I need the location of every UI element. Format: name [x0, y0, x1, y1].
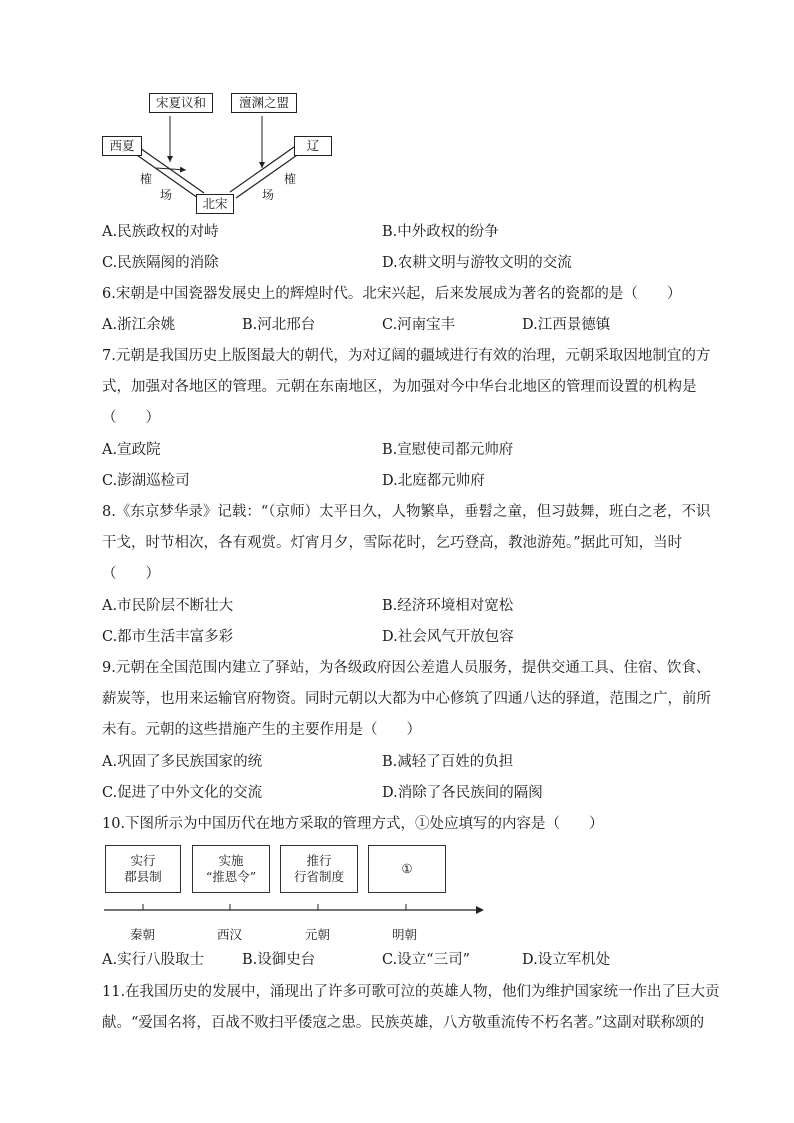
timeline-box-xihan — [192, 845, 270, 893]
q9-stem-line3: 未有。元朝的这些措施产生的主要作用是（ ） — [102, 722, 421, 738]
q5-option-b[interactable]: B.中外政权的纷争 — [382, 224, 499, 240]
timeline-box-yuan-line1: 推行 — [306, 853, 332, 868]
label-left-que: 榷 — [140, 172, 153, 186]
q7-option-d[interactable]: D.北庭都元帅府 — [382, 473, 485, 489]
label-right-que: 榷 — [284, 172, 297, 186]
timeline-label-qin: 秦朝 — [130, 927, 156, 942]
timeline-box-xihan-line1: 实施 — [218, 853, 244, 868]
q10-stem: 10.下图所示为中国历代在地方采取的管理方式，①处应填写的内容是（ ） — [102, 816, 604, 832]
q5-option-c[interactable]: C.民族隔阂的消除 — [102, 255, 219, 271]
q5-option-d[interactable]: D.农耕文明与游牧文明的交流 — [382, 255, 572, 271]
diagram-song-relations — [100, 88, 340, 218]
label-right-chang: 场 — [262, 188, 275, 202]
q8-option-a[interactable]: A.市民阶层不断壮大 — [102, 598, 234, 614]
q6-stem: 6.宋朝是中国瓷器发展史上的辉煌时代。北宋兴起，后来发展成为著名的瓷都的是（ ） — [102, 286, 682, 302]
q9-option-c[interactable]: C.促进了中外文化的交流 — [102, 785, 263, 801]
timeline-box-qin-line1: 实行 — [130, 853, 156, 868]
q10-option-a[interactable]: A.实行八股取士 — [102, 952, 205, 968]
timeline-label-ming: 明朝 — [392, 927, 418, 942]
q6-option-d[interactable]: D.江西景德镇 — [522, 317, 611, 333]
timeline-box-yuan — [280, 845, 358, 893]
box-chanyuan-treaty: 澶渊之盟 — [231, 93, 297, 113]
timeline-box-qin-line2: 郡县制 — [124, 869, 162, 884]
timeline-axis — [100, 902, 490, 922]
q7-stem-line2: 式，加强对各地区的管理。元朝在东南地区，为加强对今中华台北地区的管理而设置的机构是 — [102, 379, 697, 395]
label-left-chang: 场 — [160, 188, 173, 202]
q10-option-c[interactable]: C.设立“三司” — [382, 952, 471, 968]
box-beisong: 北宋 — [196, 194, 234, 214]
q5-option-a[interactable]: A.民族政权的对峙 — [102, 224, 219, 240]
q8-option-b[interactable]: B.经济环境相对宽松 — [382, 598, 514, 614]
timeline-box-xihan-line2: “推恩令” — [205, 869, 257, 884]
q11-stem-line2: 献。“爱国名将，百战不败扫平倭寇之患。民族英雄，八方敬重流传不朽名著。”这副对联称颂的 — [102, 1015, 705, 1031]
q7-stem-line1: 7.元朝是我国历史上版图最大的朝代，为对辽阔的疆域进行有效的治理，元朝采取因地制宜的方 — [102, 348, 711, 364]
q6-option-c[interactable]: C.河南宝丰 — [382, 317, 456, 333]
box-xixia: 西夏 — [102, 136, 142, 156]
q9-option-a[interactable]: A.巩固了多民族国家的统 — [102, 754, 263, 770]
timeline-label-xihan: 西汉 — [217, 927, 243, 942]
q6-option-a[interactable]: A.浙江余姚 — [102, 317, 176, 333]
q9-stem-line1: 9.元朝在全国范围内建立了驿站，为各级政府因公差遣人员服务，提供交通工具、住宿、饮食、 — [102, 660, 711, 676]
q8-stem-line1: 8.《东京梦华录》记载：“（京师）太平日久，人物繁阜，垂髫之童，但习鼓舞，班白之老，不识 — [102, 504, 711, 520]
q8-option-d[interactable]: D.社会风气开放包容 — [382, 629, 514, 645]
q7-stem-line3: （ ） — [102, 410, 160, 426]
q7-option-b[interactable]: B.宣慰使司都元帅府 — [382, 442, 514, 458]
q7-option-c[interactable]: C.澎湖巡检司 — [102, 473, 190, 489]
q10-option-d[interactable]: D.设立军机处 — [522, 952, 611, 968]
q7-option-a[interactable]: A.宣政院 — [102, 442, 161, 458]
timeline-box-blank-line1: ① — [401, 861, 413, 876]
timeline-box-yuan-line2: 行省制度 — [293, 869, 344, 884]
box-liao: 辽 — [294, 136, 332, 156]
q9-stem-line2: 薪炭等，也用来运输官府物资。同时元朝以大都为中心修筑了四通八达的驿道，范围之广，前所 — [102, 691, 711, 707]
timeline-label-yuan: 元朝 — [305, 927, 331, 942]
q10-timeline-diagram — [100, 842, 490, 947]
q10-option-b[interactable]: B.设御史台 — [242, 952, 316, 968]
box-song-xia-peace: 宋夏议和 — [149, 93, 213, 113]
q8-stem-line2: 干戈，时节相次，各有观赏。灯宵月夕，雪际花时，乞巧登高，教池游苑。”据此可知，当时 — [102, 535, 683, 551]
q11-stem-line1: 11.在我国历史的发展中，涌现出了许多可歌可泣的英雄人物，他们为维护国家统一作出了巨大贡 — [102, 984, 720, 1000]
q9-option-b[interactable]: B.减轻了百姓的负担 — [382, 754, 514, 770]
q9-option-d[interactable]: D.消除了各民族间的隔阂 — [382, 785, 543, 801]
q8-option-c[interactable]: C.都市生活丰富多彩 — [102, 629, 234, 645]
timeline-box-qin — [105, 845, 181, 893]
q8-stem-line3: （ ） — [102, 566, 160, 582]
timeline-box-blank — [368, 845, 446, 893]
q6-option-b[interactable]: B.河北邢台 — [242, 317, 316, 333]
